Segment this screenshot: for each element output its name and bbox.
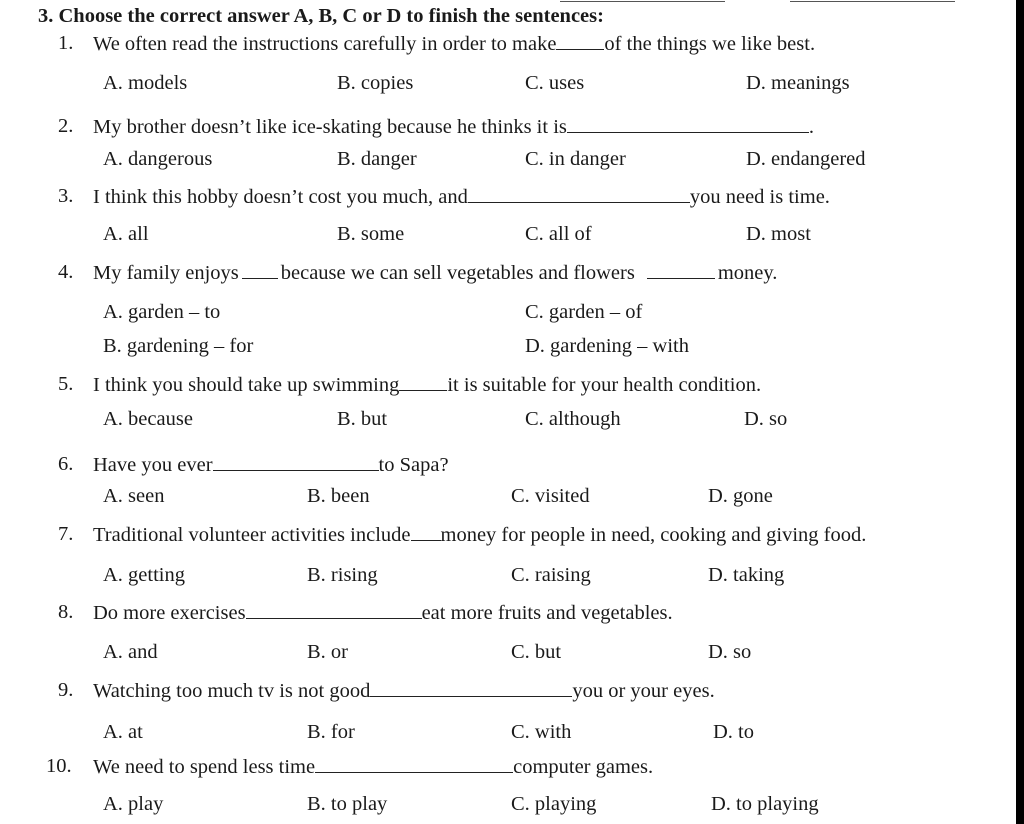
option-c[interactable]: C. but xyxy=(511,641,562,663)
option-c[interactable]: C. uses xyxy=(525,72,585,94)
stem-text: We need to spend less time xyxy=(93,756,316,778)
option-a[interactable]: A. at xyxy=(103,721,143,743)
option-d[interactable]: D. so xyxy=(744,408,788,430)
question-number: 10. xyxy=(46,755,72,777)
option-d[interactable]: D. gardening – with xyxy=(525,335,689,357)
stem-text: Traditional volunteer activities include xyxy=(93,524,411,546)
option-d[interactable]: D. meanings xyxy=(746,72,850,94)
stem-text: eat more fruits and vegetables. xyxy=(421,602,673,624)
option-c[interactable]: C. in danger xyxy=(525,148,626,170)
option-b[interactable]: B. danger xyxy=(337,148,417,170)
stem-text: We often read the instructions carefully in order to make xyxy=(93,33,557,55)
option-d[interactable]: D. most xyxy=(746,223,811,245)
option-a[interactable]: A. play xyxy=(103,793,164,815)
answer-blank[interactable] xyxy=(647,260,715,279)
option-b[interactable]: B. or xyxy=(307,641,348,663)
option-a[interactable]: A. garden – to xyxy=(103,301,221,323)
option-d[interactable]: D. so xyxy=(708,641,752,663)
option-d[interactable]: D. endangered xyxy=(746,148,866,170)
stem-text: Have you ever xyxy=(93,454,213,476)
question-stem xyxy=(93,754,653,779)
option-a[interactable]: A. and xyxy=(103,641,158,663)
question-number: 2. xyxy=(58,115,74,137)
answer-blank[interactable] xyxy=(242,260,278,279)
option-a[interactable]: A. dangerous xyxy=(103,148,213,170)
question-number: 1. xyxy=(58,32,74,54)
option-d[interactable]: D. to xyxy=(713,721,754,743)
question-stem xyxy=(93,114,814,139)
question-stem xyxy=(93,522,866,547)
option-b[interactable]: B. rising xyxy=(307,564,378,586)
option-a[interactable]: A. because xyxy=(103,408,193,430)
option-b[interactable]: B. some xyxy=(337,223,405,245)
option-b[interactable]: B. but xyxy=(337,408,388,430)
top-rule-right xyxy=(790,1,955,2)
question-number: 4. xyxy=(58,261,74,283)
answer-blank[interactable] xyxy=(399,372,447,391)
stem-text: money for people in need, cooking and giving food. xyxy=(440,524,867,546)
option-c[interactable]: C. visited xyxy=(511,485,590,507)
question-number: 7. xyxy=(58,523,74,545)
stem-text: Do more exercises xyxy=(93,602,246,624)
question-number: 8. xyxy=(58,601,74,623)
answer-blank[interactable] xyxy=(246,600,422,619)
option-c[interactable]: C. garden – of xyxy=(525,301,643,323)
stem-text: you need is time. xyxy=(689,186,830,208)
option-c[interactable]: C. all of xyxy=(525,223,592,245)
option-d[interactable]: D. taking xyxy=(708,564,785,586)
question-number: 9. xyxy=(58,679,74,701)
exercise-heading: 3. Choose the correct answer A, B, C or D to finish the sentences: xyxy=(38,5,604,27)
question-stem xyxy=(93,678,715,703)
question-stem xyxy=(93,260,777,285)
stem-text: computer games. xyxy=(513,756,654,778)
option-c[interactable]: C. although xyxy=(525,408,621,430)
option-c[interactable]: C. with xyxy=(511,721,572,743)
stem-text: My family enjoys xyxy=(93,262,239,284)
question-number: 5. xyxy=(58,373,74,395)
stem-text: it is suitable for your health condition. xyxy=(447,374,762,396)
stem-text: you or your eyes. xyxy=(572,680,715,702)
answer-blank[interactable] xyxy=(370,678,572,697)
option-a[interactable]: A. seen xyxy=(103,485,165,507)
stem-text: Watching too much tv is not good xyxy=(93,680,371,702)
option-a[interactable]: A. models xyxy=(103,72,188,94)
option-b[interactable]: B. to play xyxy=(307,793,388,815)
option-a[interactable]: A. all xyxy=(103,223,149,245)
stem-text: of the things we like best. xyxy=(604,33,816,55)
question-stem xyxy=(93,372,761,397)
stem-text: My brother doesn’t like ice-skating because he thinks it is xyxy=(93,116,567,138)
option-b[interactable]: B. gardening – for xyxy=(103,335,254,357)
answer-blank[interactable] xyxy=(315,754,513,773)
stem-text: . xyxy=(808,116,814,138)
stem-text: I think this hobby doesn’t cost you much, and xyxy=(93,186,468,208)
option-b[interactable]: B. copies xyxy=(337,72,414,94)
option-c[interactable]: C. playing xyxy=(511,793,597,815)
stem-text: money. xyxy=(717,262,778,284)
option-a[interactable]: A. getting xyxy=(103,564,185,586)
stem-text: because we can sell vegetables and flowers xyxy=(280,262,635,284)
question-number: 6. xyxy=(58,453,74,475)
question-stem xyxy=(93,452,449,477)
question-stem xyxy=(93,600,673,625)
option-b[interactable]: B. for xyxy=(307,721,355,743)
answer-blank[interactable] xyxy=(556,31,604,50)
option-d[interactable]: D. gone xyxy=(708,485,773,507)
answer-blank[interactable] xyxy=(567,114,809,133)
stem-text: I think you should take up swimming xyxy=(93,374,400,396)
answer-blank[interactable] xyxy=(411,522,441,541)
stem-text: to Sapa? xyxy=(378,454,449,476)
question-number: 3. xyxy=(58,185,74,207)
top-rule-left xyxy=(560,1,725,2)
option-c[interactable]: C. raising xyxy=(511,564,591,586)
option-b[interactable]: B. been xyxy=(307,485,370,507)
answer-blank[interactable] xyxy=(468,184,690,203)
option-d[interactable]: D. to playing xyxy=(711,793,819,815)
answer-blank[interactable] xyxy=(213,452,379,471)
question-stem xyxy=(93,184,830,209)
question-stem xyxy=(93,31,815,56)
